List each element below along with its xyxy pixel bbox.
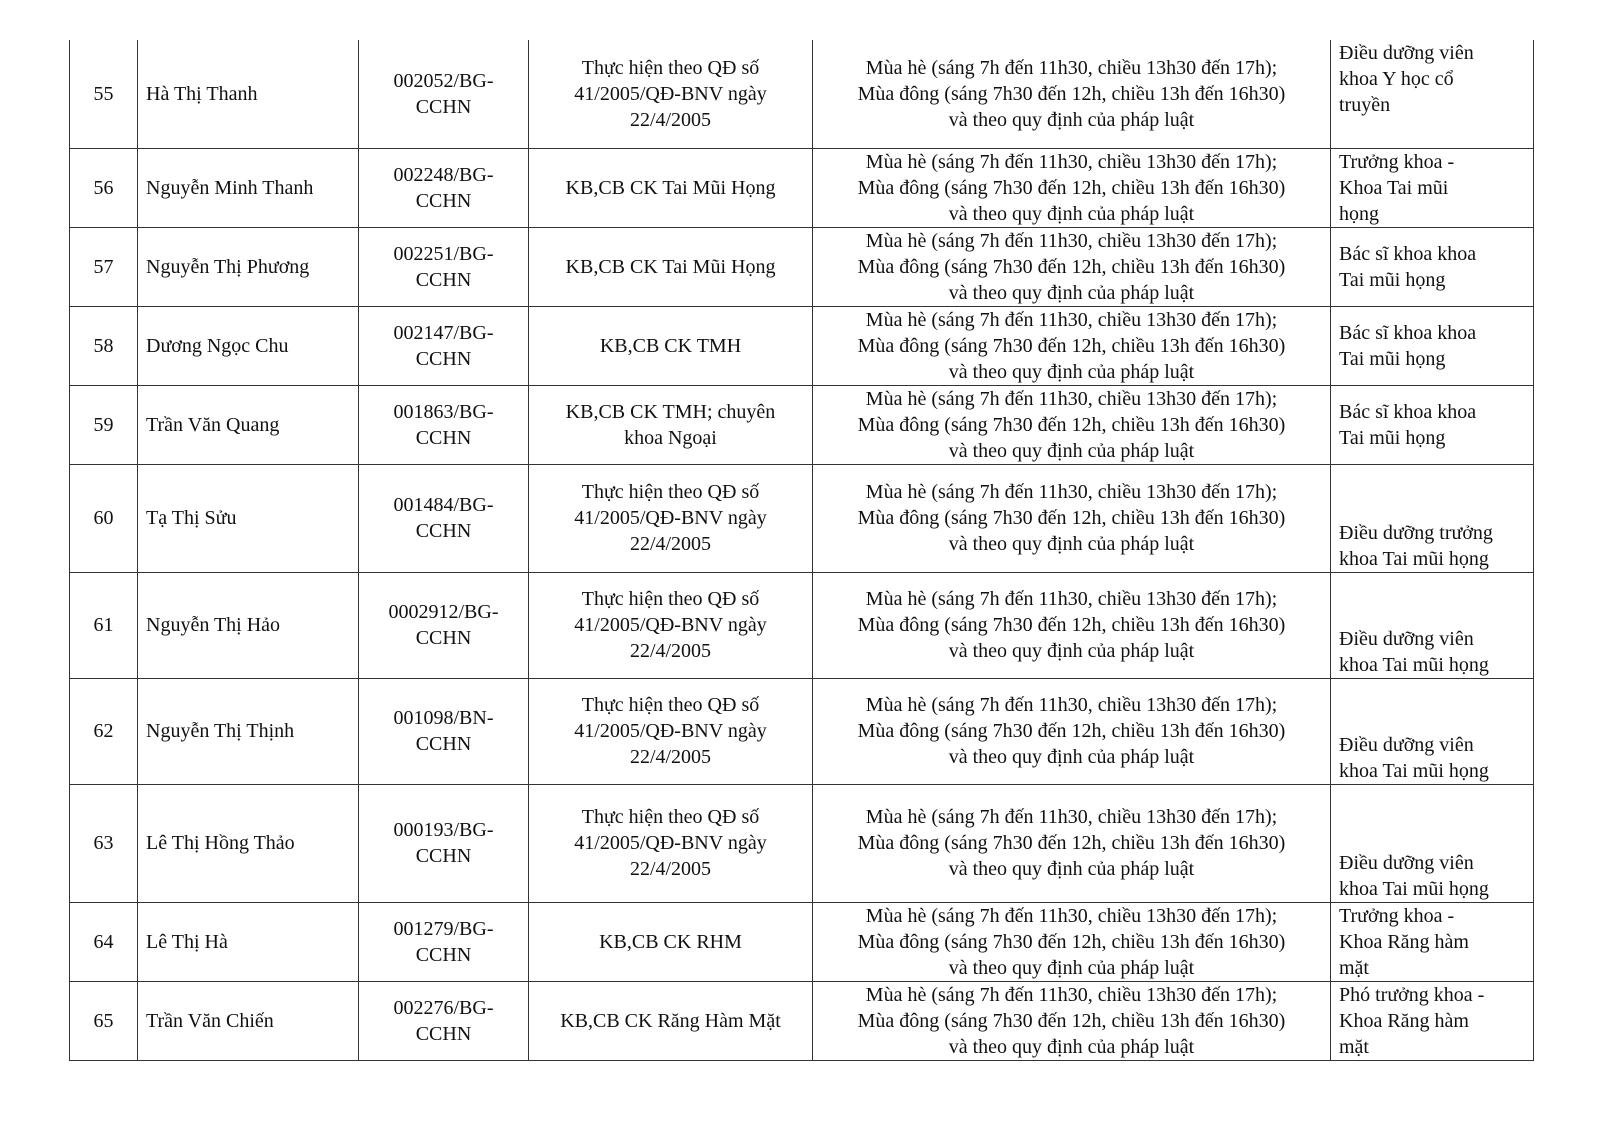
row-number: 60 [70,464,138,572]
position-title-line: mặt [1339,1035,1369,1058]
working-hours [813,572,1331,678]
table-row [70,464,1534,572]
position-title [1331,784,1534,902]
working-hours-line: và theo quy định của pháp luật [948,746,1195,768]
certificate-number-line: 001863/BG- [393,400,494,423]
certificate-number-line: CCHN [415,426,472,449]
practice-scope-line: Thực hiện theo QĐ số [581,694,760,716]
staff-name: Hà Thị Thanh [138,40,359,148]
certificate-number [359,227,529,306]
practice-scope-line: Thực hiện theo QĐ số [581,56,760,79]
working-hours-line: và theo quy định của pháp luật [948,640,1195,662]
working-hours-line: và theo quy định của pháp luật [948,1035,1195,1058]
practice-scope-line: 41/2005/QĐ-BNV ngày [574,614,767,636]
practice-scope-line: 22/4/2005 [629,533,712,555]
staff-table-body [70,40,1534,1060]
position-title-line: Tai mũi họng [1339,268,1446,291]
certificate-number [359,464,529,572]
staff-name: Nguyễn Thị Thịnh [138,678,359,784]
table-row [70,40,1534,148]
certificate-number-line: CCHN [415,347,472,370]
position-title-line: Khoa Răng hàm [1339,1009,1469,1032]
working-hours-line: Mùa hè (sáng 7h đến 11h30, chiều 13h30 đến 17h); [865,588,1278,610]
staff-name: Trần Văn Chiến [138,981,359,1060]
certificate-number-line: 001279/BG- [393,917,494,940]
staff-name: Trần Văn Quang [138,385,359,464]
working-hours-line: Mùa hè (sáng 7h đến 11h30, chiều 13h30 đến 17h); [865,694,1278,716]
practice-scope-line: khoa Ngoại [624,426,717,449]
working-hours-line: và theo quy định của pháp luật [948,108,1195,131]
practice-scope-line: Thực hiện theo QĐ số [581,806,760,828]
working-hours [813,678,1331,784]
staff-table [69,40,1534,1061]
table-row [70,678,1534,784]
row-number: 64 [70,902,138,981]
working-hours-line: Mùa hè (sáng 7h đến 11h30, chiều 13h30 đến 17h); [865,806,1278,828]
working-hours-line: và theo quy định của pháp luật [948,360,1195,383]
position-title-line: Phó trưởng khoa - [1339,983,1485,1006]
practice-scope [529,148,813,227]
position-title-line: Bác sĩ khoa khoa [1339,242,1477,265]
table-row [70,572,1534,678]
working-hours [813,306,1331,385]
certificate-number [359,148,529,227]
practice-scope [529,40,813,148]
staff-name: Lê Thị Hồng Thảo [138,784,359,902]
working-hours-line: và theo quy định của pháp luật [948,439,1195,462]
practice-scope [529,981,813,1060]
practice-scope-line: 22/4/2005 [629,858,712,880]
row-number: 59 [70,385,138,464]
working-hours-line: Mùa đông (sáng 7h30 đến 12h, chiều 13h đến 16h30) [857,82,1286,105]
position-title-line: khoa Tai mũi họng [1339,547,1489,570]
practice-scope-line: Thực hiện theo QĐ số [581,481,760,503]
staff-name: Nguyễn Minh Thanh [138,148,359,227]
practice-scope [529,306,813,385]
working-hours-line: Mùa đông (sáng 7h30 đến 12h, chiều 13h đến 16h30) [857,614,1286,636]
practice-scope-line: 22/4/2005 [629,640,712,662]
working-hours-line: Mùa hè (sáng 7h đến 11h30, chiều 13h30 đến 17h); [865,150,1278,173]
practice-scope [529,572,813,678]
position-title-line: Khoa Răng hàm [1339,930,1469,953]
working-hours-line: Mùa đông (sáng 7h30 đến 12h, chiều 13h đến 16h30) [857,507,1286,529]
staff-name: Nguyễn Thị Hảo [138,572,359,678]
position-title-line: Điều dưỡng viên [1339,627,1474,650]
certificate-number-line: 002052/BG- [393,69,494,92]
position-title-line: Tai mũi họng [1339,347,1446,370]
certificate-number-line: 002147/BG- [393,321,494,344]
certificate-number [359,40,529,148]
working-hours-line: Mùa đông (sáng 7h30 đến 12h, chiều 13h đến 16h30) [857,832,1286,854]
working-hours-line: Mùa hè (sáng 7h đến 11h30, chiều 13h30 đến 17h); [865,481,1278,503]
working-hours [813,902,1331,981]
position-title [1331,678,1534,784]
position-title-line: họng [1339,202,1379,225]
working-hours-line: Mùa đông (sáng 7h30 đến 12h, chiều 13h đến 16h30) [857,334,1286,357]
working-hours-line: Mùa hè (sáng 7h đến 11h30, chiều 13h30 đến 17h); [865,904,1278,927]
position-title-line: Khoa Tai mũi [1339,176,1449,199]
staff-name: Tạ Thị Sửu [138,464,359,572]
certificate-number-line: CCHN [415,189,472,212]
certificate-number-line: 001484/BG- [393,494,494,516]
practice-scope-line: Thực hiện theo QĐ số [581,588,760,610]
certificate-number-line: CCHN [415,733,472,755]
staff-name: Lê Thị Hà [138,902,359,981]
position-title [1331,306,1534,385]
working-hours-line: và theo quy định của pháp luật [948,533,1195,555]
position-title [1331,464,1534,572]
certificate-number [359,784,529,902]
certificate-number-line: CCHN [415,268,472,291]
table-row [70,902,1534,981]
practice-scope-line: 41/2005/QĐ-BNV ngày [574,507,767,529]
position-title-line: mặt [1339,956,1369,979]
working-hours [813,227,1331,306]
practice-scope-line: 41/2005/QĐ-BNV ngày [574,720,767,742]
working-hours-line: Mùa hè (sáng 7h đến 11h30, chiều 13h30 đến 17h); [865,308,1278,331]
practice-scope [529,464,813,572]
table-row [70,148,1534,227]
row-number: 56 [70,148,138,227]
table-row [70,981,1534,1060]
working-hours-line: và theo quy định của pháp luật [948,956,1195,979]
position-title-line: khoa Tai mũi họng [1339,653,1489,676]
position-title-line: Bác sĩ khoa khoa [1339,321,1477,344]
practice-scope-line: 22/4/2005 [629,746,712,768]
row-number: 63 [70,784,138,902]
working-hours-line: Mùa hè (sáng 7h đến 11h30, chiều 13h30 đến 17h); [865,387,1278,410]
working-hours [813,784,1331,902]
certificate-number-line: 002276/BG- [393,996,494,1019]
practice-scope [529,227,813,306]
staff-name: Dương Ngọc Chu [138,306,359,385]
practice-scope-line: KB,CB CK RHM [599,930,742,953]
practice-scope-line: KB,CB CK TMH [599,334,742,357]
practice-scope-line: KB,CB CK Tai Mũi Họng [565,255,776,278]
position-title-line: Trưởng khoa - [1339,904,1455,927]
certificate-number [359,385,529,464]
practice-scope [529,385,813,464]
position-title [1331,902,1534,981]
practice-scope [529,784,813,902]
working-hours [813,464,1331,572]
practice-scope-line: 41/2005/QĐ-BNV ngày [574,832,767,854]
working-hours [813,148,1331,227]
position-title-line: Bác sĩ khoa khoa [1339,400,1477,423]
practice-scope [529,678,813,784]
certificate-number-line: 002251/BG- [393,242,494,265]
working-hours-line: Mùa đông (sáng 7h30 đến 12h, chiều 13h đến 16h30) [857,720,1286,742]
position-title-line: khoa Tai mũi họng [1339,759,1489,782]
position-title [1331,148,1534,227]
working-hours-line: Mùa đông (sáng 7h30 đến 12h, chiều 13h đến 16h30) [857,255,1286,278]
table-row [70,385,1534,464]
certificate-number-line: 001098/BN- [393,707,494,729]
certificate-number-line: CCHN [415,1022,472,1045]
working-hours-line: Mùa hè (sáng 7h đến 11h30, chiều 13h30 đến 17h); [865,983,1278,1006]
certificate-number-line: CCHN [415,845,472,867]
working-hours-line: Mùa hè (sáng 7h đến 11h30, chiều 13h30 đến 17h); [865,56,1278,79]
working-hours [813,385,1331,464]
table-row [70,784,1534,902]
row-number: 55 [70,40,138,148]
working-hours-line: và theo quy định của pháp luật [948,281,1195,304]
working-hours-line: Mùa hè (sáng 7h đến 11h30, chiều 13h30 đến 17h); [865,229,1278,252]
certificate-number-line: CCHN [415,95,472,118]
table-row [70,306,1534,385]
position-title [1331,385,1534,464]
certificate-number-line: 002248/BG- [393,163,494,186]
working-hours-line: Mùa đông (sáng 7h30 đến 12h, chiều 13h đến 16h30) [857,1009,1286,1032]
working-hours-line: và theo quy định của pháp luật [948,202,1195,225]
certificate-number-line: 0002912/BG- [388,601,499,623]
certificate-number-line: CCHN [415,943,472,966]
row-number: 65 [70,981,138,1060]
position-title-line: khoa Tai mũi họng [1339,877,1489,900]
working-hours-line: Mùa đông (sáng 7h30 đến 12h, chiều 13h đến 16h30) [857,930,1286,953]
practice-scope-line: KB,CB CK Tai Mũi Họng [565,176,776,199]
position-title [1331,572,1534,678]
practice-scope-line: KB,CB CK Răng Hàm Mặt [560,1009,781,1032]
practice-scope-line: 41/2005/QĐ-BNV ngày [574,82,767,105]
working-hours-line: Mùa đông (sáng 7h30 đến 12h, chiều 13h đến 16h30) [857,176,1286,199]
position-title-line: Trưởng khoa - [1339,150,1455,173]
staff-name: Nguyễn Thị Phương [138,227,359,306]
certificate-number [359,572,529,678]
row-number: 58 [70,306,138,385]
working-hours [813,981,1331,1060]
position-title-line: khoa Y học cổ [1339,68,1454,90]
position-title-line: Điều dưỡng trưởng [1339,521,1493,544]
row-number: 57 [70,227,138,306]
table-row [70,227,1534,306]
working-hours [813,40,1331,148]
position-title-line: Điều dưỡng viên [1339,42,1474,64]
position-title [1331,40,1534,148]
working-hours-line: và theo quy định của pháp luật [948,858,1195,880]
certificate-number [359,306,529,385]
practice-scope-line: KB,CB CK TMH; chuyên [565,400,776,423]
practice-scope [529,902,813,981]
certificate-number-line: CCHN [415,520,472,542]
certificate-number-line: 000193/BG- [393,819,494,841]
row-number: 61 [70,572,138,678]
row-number: 62 [70,678,138,784]
certificate-number-line: CCHN [415,627,472,649]
position-title-line: truyền [1339,94,1391,116]
position-title-line: Tai mũi họng [1339,426,1446,449]
position-title [1331,981,1534,1060]
certificate-number [359,981,529,1060]
practice-scope-line: 22/4/2005 [629,108,712,131]
certificate-number [359,678,529,784]
certificate-number [359,902,529,981]
position-title-line: Điều dưỡng viên [1339,733,1474,756]
position-title-line: Điều dưỡng viên [1339,851,1474,874]
position-title [1331,227,1534,306]
working-hours-line: Mùa đông (sáng 7h30 đến 12h, chiều 13h đến 16h30) [857,413,1286,436]
